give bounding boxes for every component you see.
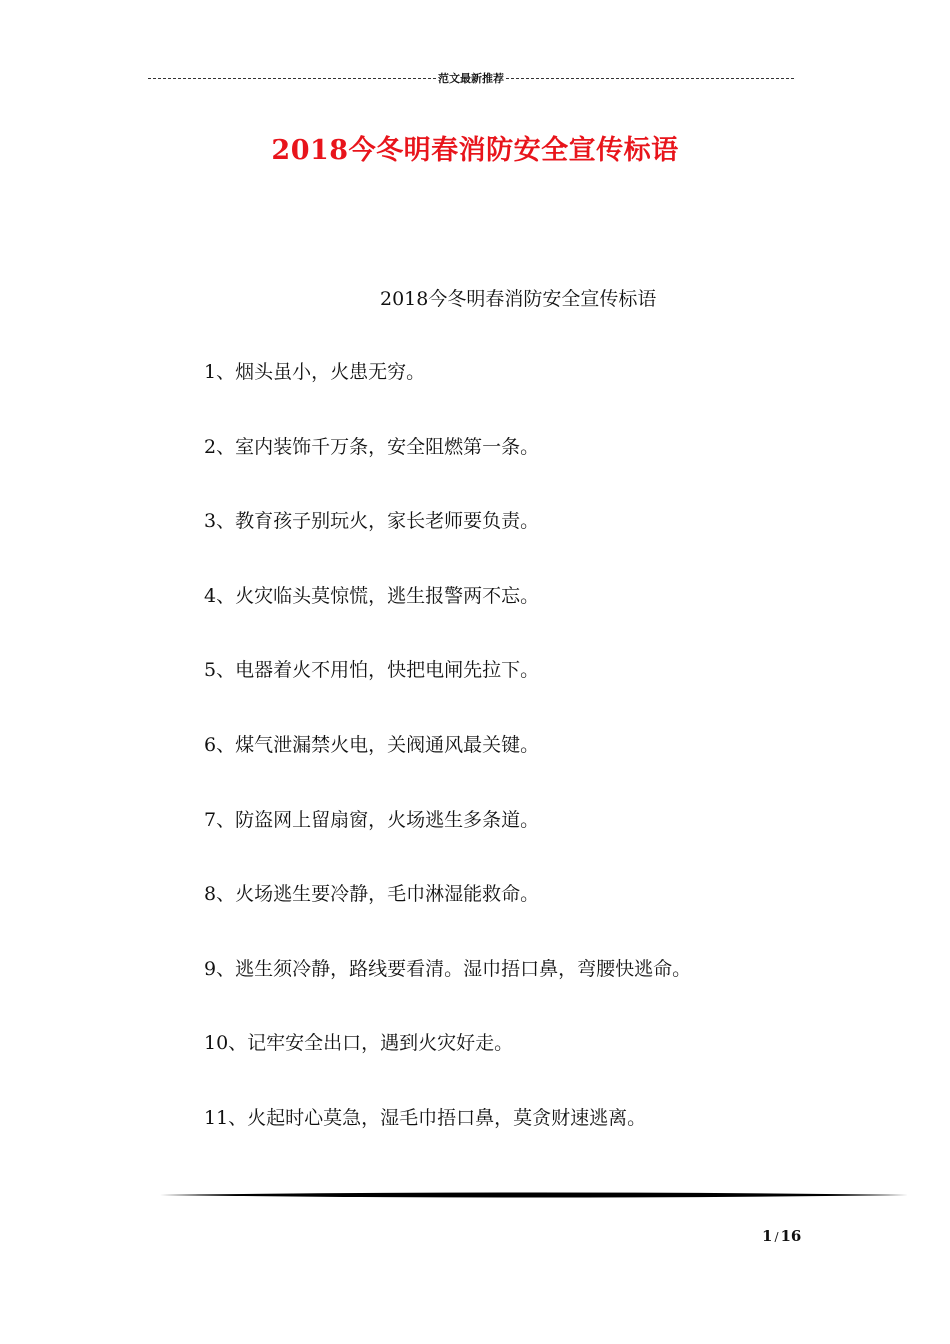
slogan-item: 2、室内装饰千万条，安全阻燃第一条。 [204,435,540,458]
header-label: 范文最新推荐 [438,72,504,85]
slogan-item: 9、逃生须冷静，路线要看清。湿巾捂口鼻，弯腰快逃命。 [204,957,692,980]
page-separator: / [774,1230,779,1244]
document-title: 2018今冬明春消防安全宣传标语 [271,135,679,166]
slogan-item: 7、防盗网上留扇窗，火场逃生多条道。 [204,808,540,831]
header-dash-left [148,78,436,79]
current-page: 1 [762,1227,773,1245]
slogan-item: 3、教育孩子别玩火，家长老师要负责。 [204,510,540,533]
slogan-item: 8、火场逃生要冷静，毛巾淋湿能救命。 [204,883,540,906]
header-dash-right [506,78,794,79]
slogan-item: 6、煤气泄漏禁火电，关阀通风最关键。 [204,733,540,756]
document-subtitle: 2018今冬明春消防安全宣传标语 [380,288,657,310]
total-pages: 16 [780,1227,802,1245]
slogan-item: 10、记牢安全出口，遇到火灾好走。 [204,1032,514,1055]
slogan-item: 1、烟头虽小，火患无穷。 [204,361,426,383]
page-header [148,70,794,86]
page-number [762,1227,801,1245]
footer-divider [160,1190,908,1200]
slogan-item: 4、火灾临头莫惊慌，逃生报警两不忘。 [204,584,540,607]
slogan-list [204,358,691,1179]
slogan-item: 11、火起时心莫急，湿毛巾捂口鼻，莫贪财速逃离。 [204,1106,647,1129]
slogan-item: 5、电器着火不用怕，快把电闸先拉下。 [204,659,540,682]
